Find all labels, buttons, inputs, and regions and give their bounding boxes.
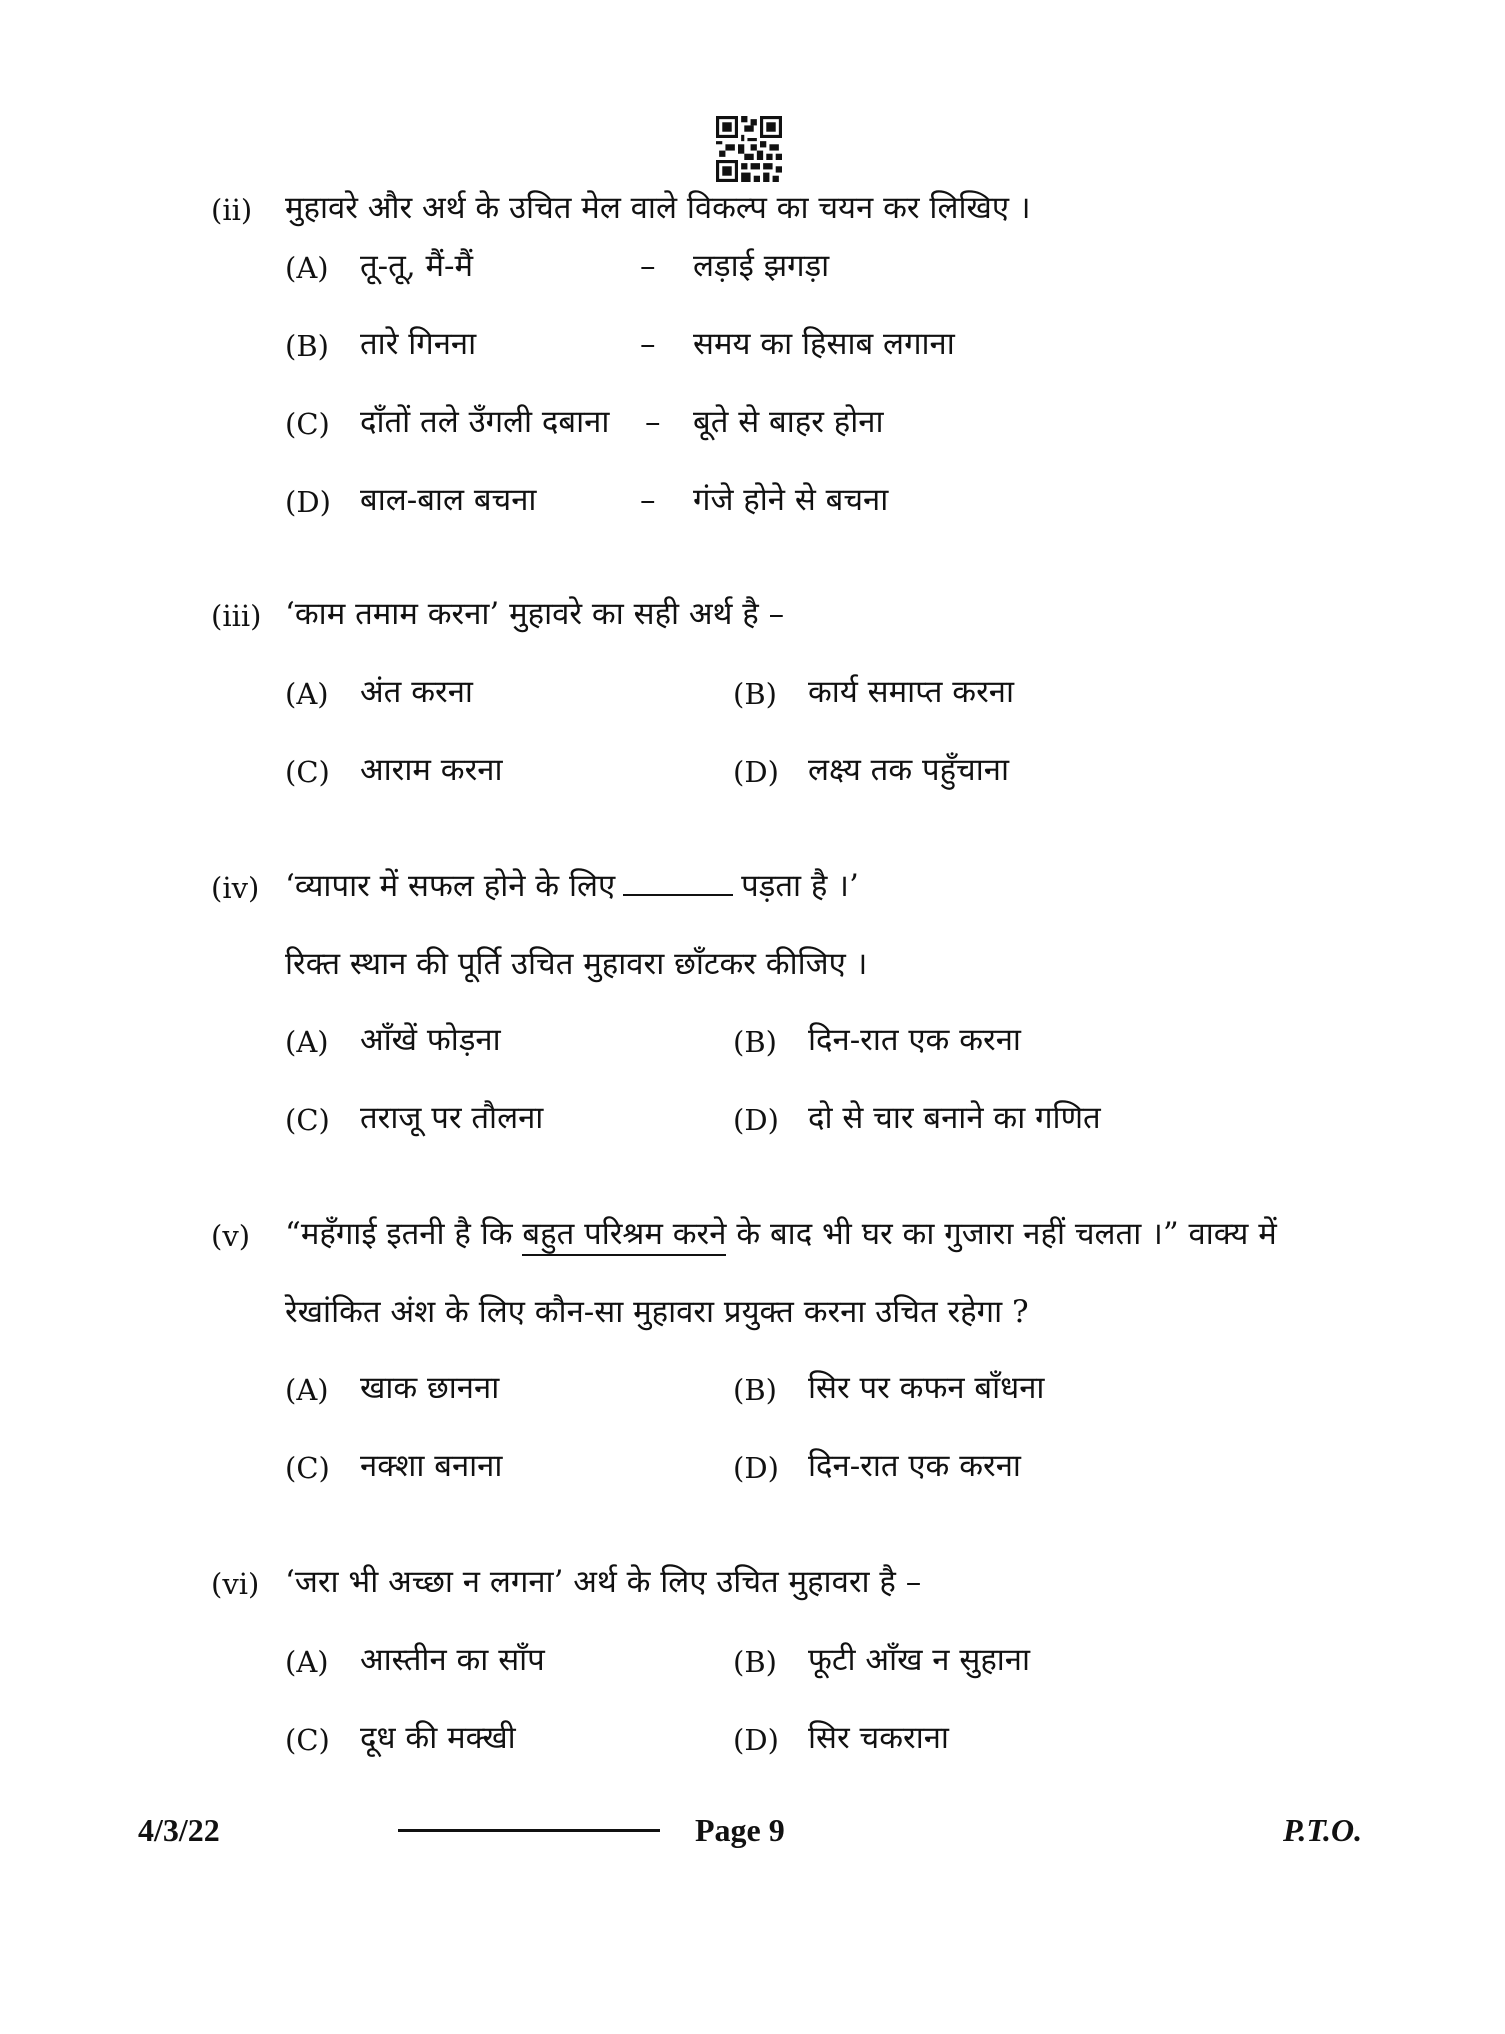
option-letter: (C) xyxy=(285,1103,330,1137)
option-idiom: दाँतों तले उँगली दबाना xyxy=(360,404,610,440)
option-meaning: बूते से बाहर होना xyxy=(693,404,884,440)
option-letter: (A) xyxy=(285,1373,329,1407)
qr-code-icon xyxy=(716,116,782,182)
question-text xyxy=(285,1214,1277,1254)
option-dash: – xyxy=(640,248,656,284)
option-letter: (B) xyxy=(733,1025,777,1059)
question-text-after: पड़ता है ।’ xyxy=(741,868,859,904)
option-idiom: तू-तू, मैं-मैं xyxy=(360,248,474,284)
option-text: खाक छानना xyxy=(360,1370,500,1406)
question-number: (v) xyxy=(211,1219,251,1253)
option-letter: (C) xyxy=(285,407,330,441)
question-text-before: ‘व्यापार में सफल होने के लिए xyxy=(285,868,616,904)
page-number: Page 9 xyxy=(695,1812,785,1848)
option-text: दूध की मक्खी xyxy=(360,1720,516,1756)
option-letter: (A) xyxy=(285,1645,329,1679)
option-text: दिन-रात एक करना xyxy=(808,1022,1021,1058)
fill-in-blank xyxy=(623,868,733,896)
option-letter: (C) xyxy=(285,755,330,789)
option-text: आस्तीन का साँप xyxy=(360,1642,545,1678)
option-text: दो से चार बनाने का गणित xyxy=(808,1100,1101,1136)
option-letter: (D) xyxy=(285,485,331,519)
option-idiom: बाल-बाल बचना xyxy=(360,482,537,518)
option-text: कार्य समाप्त करना xyxy=(808,674,1014,710)
question-text: ‘जरा भी अच्छा न लगना’ अर्थ के लिए उचित मुहावरा है – xyxy=(285,1564,922,1600)
option-letter: (A) xyxy=(285,1025,329,1059)
question-number: (ii) xyxy=(211,193,253,227)
option-letter: (B) xyxy=(733,677,777,711)
option-text: अंत करना xyxy=(360,674,473,710)
question-text: मुहावरे और अर्थ के उचित मेल वाले विकल्प का चयन कर लिखिए । xyxy=(285,190,1031,226)
question-text-after: के बाद भी घर का गुजारा नहीं चलता ।” वाक्य में xyxy=(736,1216,1277,1252)
option-text: तराजू पर तौलना xyxy=(360,1100,544,1136)
option-letter: (D) xyxy=(733,755,779,789)
option-meaning: लड़ाई झगड़ा xyxy=(693,248,830,284)
option-letter: (C) xyxy=(285,1451,330,1485)
option-text: सिर पर कफन बाँधना xyxy=(808,1370,1045,1406)
option-letter: (B) xyxy=(285,329,329,363)
option-meaning: समय का हिसाब लगाना xyxy=(693,326,955,362)
option-text: आराम करना xyxy=(360,752,503,788)
option-letter: (D) xyxy=(733,1723,779,1757)
question-instruction: रिक्त स्थान की पूर्ति उचित मुहावरा छाँटकर कीजिए । xyxy=(285,946,868,982)
question-text: ‘काम तमाम करना’ मुहावरे का सही अर्थ है – xyxy=(285,596,785,632)
option-dash: – xyxy=(645,404,661,440)
option-idiom: तारे गिनना xyxy=(360,326,477,362)
paper-code: 4/3/22 xyxy=(138,1812,220,1848)
option-letter: (D) xyxy=(733,1103,779,1137)
option-text: नक्शा बनाना xyxy=(360,1448,503,1484)
option-meaning: गंजे होने से बचना xyxy=(693,482,889,518)
question-number: (iv) xyxy=(211,871,260,905)
option-text: आँखें फोड़ना xyxy=(360,1022,501,1058)
option-letter: (A) xyxy=(285,251,329,285)
option-text: लक्ष्य तक पहुँचाना xyxy=(808,752,1009,788)
footer-divider xyxy=(398,1829,660,1832)
underlined-phrase: बहुत परिश्रम करने xyxy=(522,1216,726,1256)
option-dash: – xyxy=(640,482,656,518)
option-letter: (D) xyxy=(733,1451,779,1485)
option-dash: – xyxy=(640,326,656,362)
pto-label: P.T.O. xyxy=(1283,1812,1363,1848)
option-letter: (C) xyxy=(285,1723,330,1757)
question-text xyxy=(285,866,859,906)
question-text-line2: रेखांकित अंश के लिए कौन-सा मुहावरा प्रयुक्त करना उचित रहेगा ? xyxy=(285,1294,1029,1330)
option-text: फूटी आँख न सुहाना xyxy=(808,1642,1031,1678)
option-letter: (B) xyxy=(733,1645,777,1679)
question-number: (iii) xyxy=(211,599,262,633)
question-number: (vi) xyxy=(211,1567,260,1601)
option-text: सिर चकराना xyxy=(808,1720,949,1756)
question-text-before: “महँगाई इतनी है कि xyxy=(285,1216,513,1252)
option-letter: (A) xyxy=(285,677,329,711)
option-letter: (B) xyxy=(733,1373,777,1407)
option-text: दिन-रात एक करना xyxy=(808,1448,1021,1484)
